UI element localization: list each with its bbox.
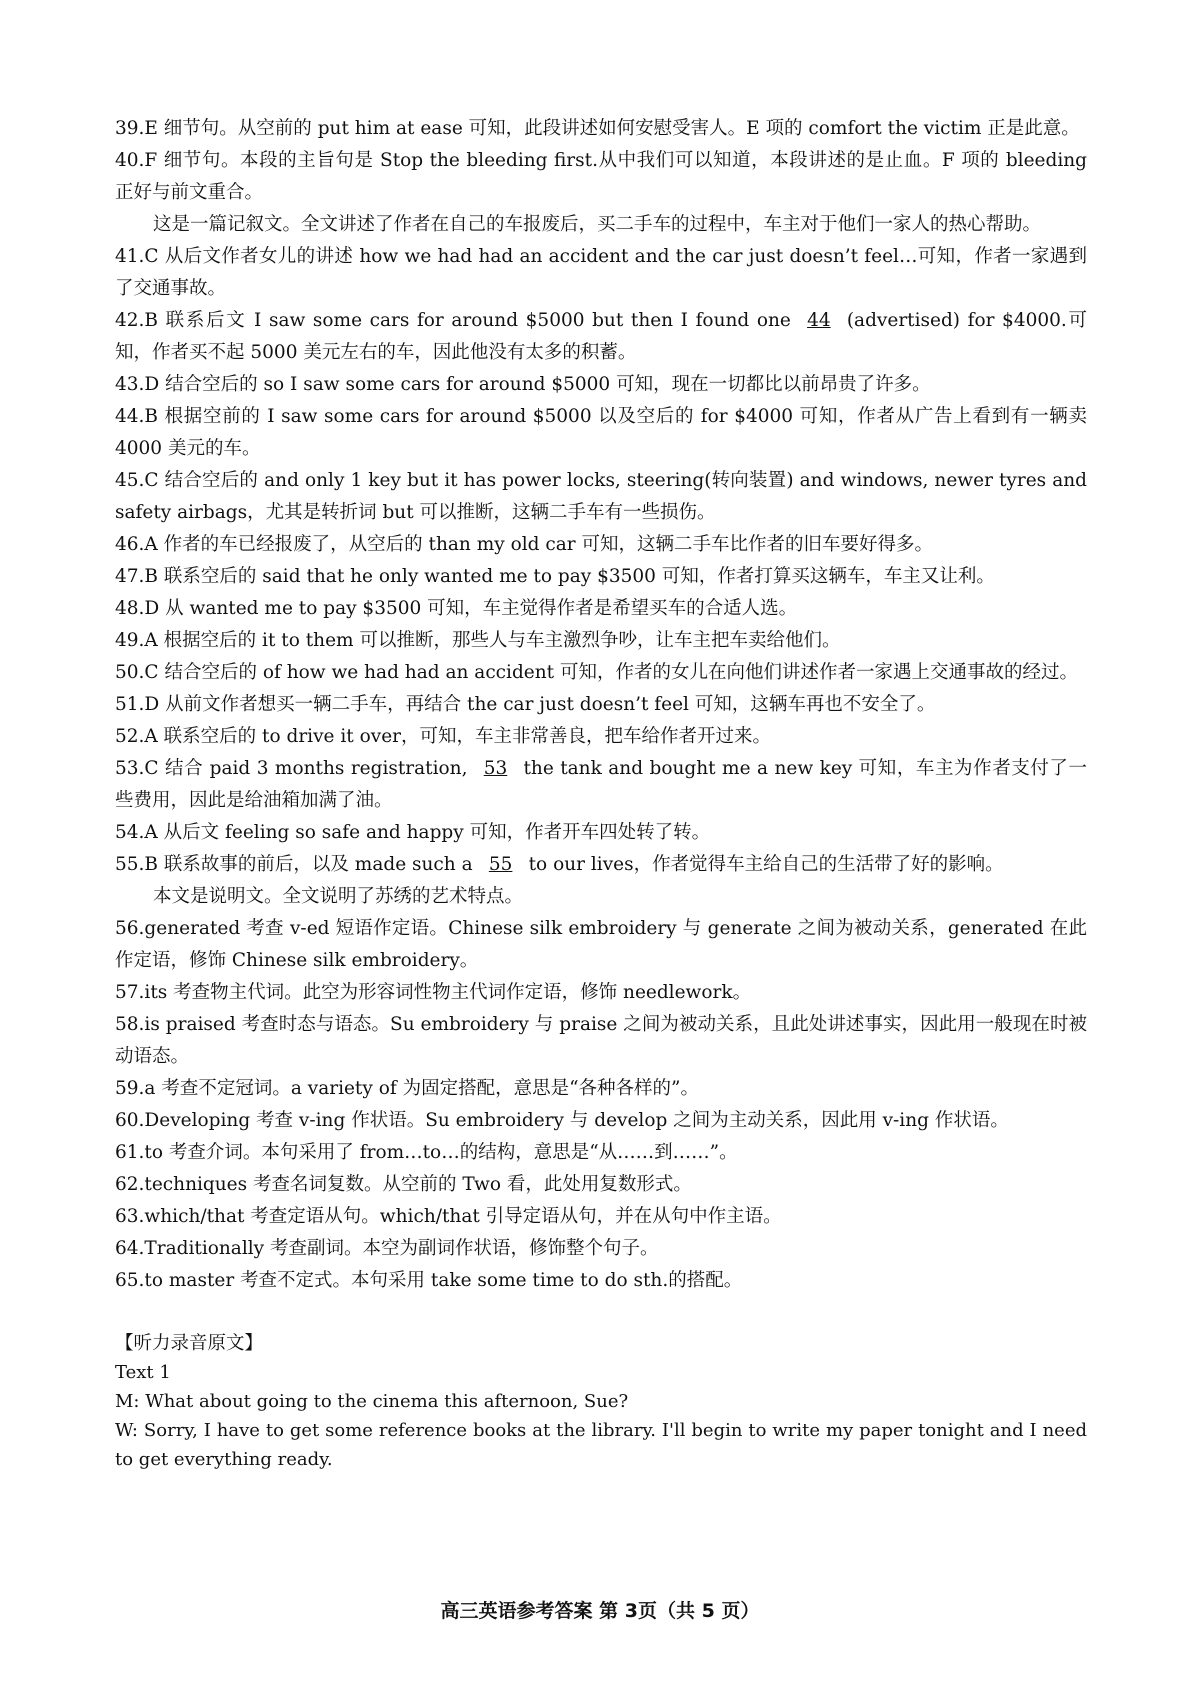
listening-transcript [115,1329,1087,1474]
answer-55-pre: 55.B 联系故事的前后，以及 made such a [115,854,473,875]
listening-heading: 【听力录音原文】 [115,1333,264,1354]
answer-49: 49.A 根据空后的 it to them 可以推断，那些人与车主激烈争吵，让车主把车卖给他们。 [115,630,841,651]
answer-41: 41.C 从后文作者女儿的讲述 how we had had an accident and the car just doesn’t feel…可知，作者一家遇到了交通事故。 [115,246,1087,299]
answer-56: 56.generated 考查 v-ed 短语作定语。Chinese silk embroidery 与 generate 之间为被动关系，generated 在此作定语，修饰 Chinese silk embroidery。 [115,918,1087,971]
answer-39: 39.E 细节句。从空前的 put him at ease 可知，此段讲述如何安慰受害人。E 项的 comfort the victim 正是此意。 [115,118,1080,139]
answer-48: 48.D 从 wanted me to pay $3500 可知，车主觉得作者是希望买车的合适人选。 [115,598,798,619]
answer-53-post: the tank and bought me a new key 可知，车主为作者支付了一些费用，因此是给油箱加满了油。 [115,758,1087,811]
answer-63: 63.which/that 考查定语从句。which/that 引导定语从句，并在从句中作主语。 [115,1206,782,1227]
answer-53-pre: 53.C 结合 paid 3 months registration, [115,758,468,779]
answer-50: 50.C 结合空后的 of how we had had an accident 可知，作者的女儿在向他们讲述作者一家遇上交通事故的经过。 [115,662,1078,683]
answer-42-post: (advertised) for $4000.可知，作者买不起 5000 美元左右的车，因此他没有太多的积蓄。 [115,310,1087,363]
blank-55: 55 [488,854,513,875]
answer-47: 47.B 联系空后的 said that he only wanted me to pay $3500 可知，作者打算买这辆车，车主又让利。 [115,566,995,587]
answer-45: 45.C 结合空后的 and only 1 key but it has power locks, steering(转向装置) and windows, newer tyres and safety airbags，尤其是转折词 but 可以推断，这辆二手车有一些损伤。 [115,470,1087,523]
answer-46: 46.A 作者的车已经报废了，从空后的 than my old car 可知，这辆二手车比作者的旧车要好得多。 [115,534,933,555]
dialogue-line: W: Sorry, I have to get some reference books at the library. I'll begin to write my paper tonight and I need to get everything ready. [115,1420,1087,1470]
answer-55 [115,849,1087,881]
answer-62: 62.techniques 考查名词复数。从空前的 Two 看，此处用复数形式。 [115,1174,692,1195]
page-footer: 高三英语参考答案 第 3页（共 5 页） [440,1600,760,1622]
answer-42-pre: 42.B 联系后文 I saw some cars for around $5000 but then I found one [115,310,791,331]
blank-53: 53 [483,758,508,779]
answer-54: 54.A 从后文 feeling so safe and happy 可知，作者开车四处转了转。 [115,822,711,843]
answer-51: 51.D 从前文作者想买一辆二手车，再结合 the car just doesn’t feel 可知，这辆车再也不安全了。 [115,694,936,715]
answer-60: 60.Developing 考查 v-ing 作状语。Su embroidery 与 develop 之间为主动关系，因此用 v-ing 作状语。 [115,1110,1009,1131]
answer-53 [115,753,1087,817]
answer-57: 57.its 考查物主代词。此空为形容词性物主代词作定语，修饰 needlework。 [115,982,752,1003]
dialogue-line: M: What about going to the cinema this afternoon, Sue? [115,1391,629,1412]
answer-52: 52.A 联系空后的 to drive it over，可知，车主非常善良，把车给作者开过来。 [115,726,771,747]
answer-42 [115,305,1087,369]
answer-58: 58.is praised 考查时态与语态。Su embroidery 与 praise 之间为被动关系，且此处讲述事实，因此用一般现在时被动语态。 [115,1014,1087,1067]
listening-text-label: Text 1 [115,1362,171,1383]
answer-55-post: to our lives，作者觉得车主给自己的生活带了好的影响。 [528,854,1004,875]
answer-64: 64.Traditionally 考查副词。本空为副词作状语，修饰整个句子。 [115,1238,659,1259]
answer-59: 59.a 考查不定冠词。a variety of 为固定搭配，意思是“各种各样的”。 [115,1078,699,1099]
grammar-intro: 本文是说明文。全文说明了苏绣的艺术特点。 [153,886,524,907]
answer-65: 65.to master 考查不定式。本句采用 take some time to do sth.的搭配。 [115,1270,743,1291]
answer-40: 40.F 细节句。本段的主旨句是 Stop the bleeding first.从中我们可以知道，本段讲述的是止血。F 项的 bleeding 正好与前文重合。 [115,150,1087,203]
cloze-intro: 这是一篇记叙文。全文讲述了作者在自己的车报废后，买二手车的过程中，车主对于他们一家人的热心帮助。 [153,214,1042,235]
answer-44: 44.B 根据空前的 I saw some cars for around $5000 以及空后的 for $4000 可知，作者从广告上看到有一辆卖 4000 美元的车。 [115,406,1087,459]
answer-43: 43.D 结合空后的 so I saw some cars for around $5000 可知，现在一切都比以前昂贵了许多。 [115,374,931,395]
answer-page [115,113,1087,1474]
answer-61: 61.to 考查介词。本句采用了 from…to…的结构，意思是“从……到……”。 [115,1142,738,1163]
blank-44: 44 [807,310,831,331]
